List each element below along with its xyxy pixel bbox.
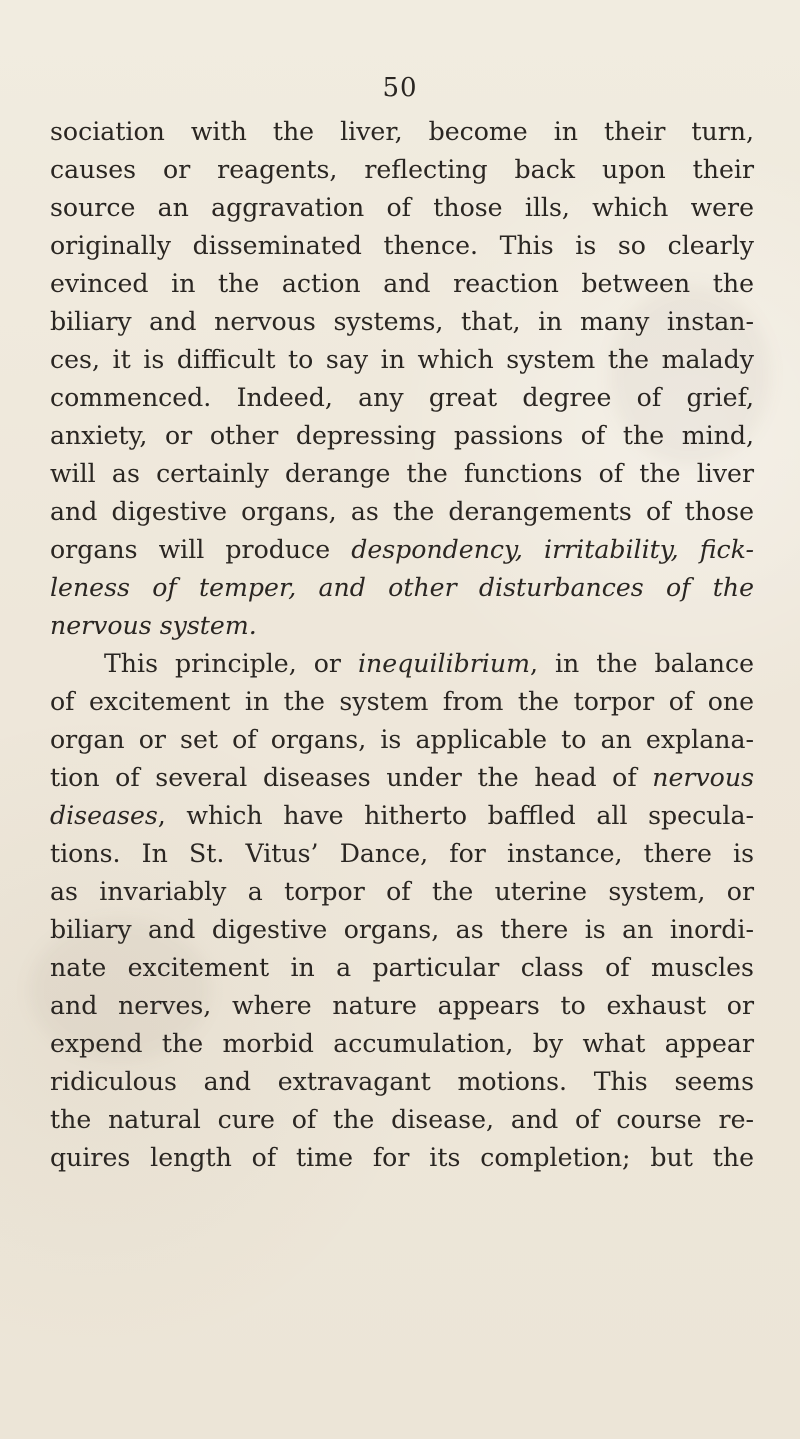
italic-text-segment: diseases	[50, 801, 158, 830]
text-segment: sociation with the liver, become in their turn,	[50, 117, 754, 146]
text-line-20	[50, 835, 754, 873]
italic-text-segment: leness of temper, and other disturbances of the	[50, 573, 754, 602]
text-line-10	[50, 455, 754, 493]
body-text	[50, 113, 754, 1177]
text-line-18	[50, 759, 754, 797]
text-segment: organ or set of organs, is applicable to an explana-	[50, 725, 754, 754]
text-segment: ces, it is difficult to say in which system the malady	[50, 345, 754, 374]
text-line-5	[50, 265, 754, 303]
text-line-23	[50, 949, 754, 987]
text-segment: biliary and digestive organs, as there is an inordi-	[50, 915, 754, 944]
text-line-6	[50, 303, 754, 341]
text-segment: the natural cure of the disease, and of course re-	[50, 1105, 754, 1134]
text-line-15	[50, 645, 754, 683]
italic-text-segment: inequilibrium	[357, 649, 530, 678]
text-segment: tion of several diseases under the head of	[50, 763, 653, 792]
text-line-27	[50, 1101, 754, 1139]
text-line-14	[50, 607, 754, 645]
text-segment: , which have hitherto baffled all specula-	[157, 801, 754, 830]
text-line-11	[50, 493, 754, 531]
italic-text-segment: nervous system.	[50, 611, 257, 640]
text-segment: anxiety, or other depressing passions of the mind,	[50, 421, 754, 450]
text-line-26	[50, 1063, 754, 1101]
text-line-22	[50, 911, 754, 949]
text-line-3	[50, 189, 754, 227]
text-line-12	[50, 531, 754, 569]
text-segment: source an aggravation of those ills, which were	[50, 193, 754, 222]
text-line-9	[50, 417, 754, 455]
text-line-25	[50, 1025, 754, 1063]
text-segment: biliary and nervous systems, that, in many instan-	[50, 307, 754, 336]
text-segment: and digestive organs, as the derangements of those	[50, 497, 754, 526]
text-segment: tions. In St. Vitus’ Dance, for instance, there is	[50, 839, 754, 868]
text-segment: expend the morbid accumulation, by what appear	[50, 1029, 754, 1058]
text-line-17	[50, 721, 754, 759]
text-segment: will as certainly derange the functions of the liver	[50, 459, 754, 488]
italic-text-segment: despondency, irritability, fick-	[351, 535, 754, 564]
text-line-13	[50, 569, 754, 607]
text-line-1	[50, 113, 754, 151]
text-segment: as invariably a torpor of the uterine system, or	[50, 877, 754, 906]
text-segment: quires length of time for its completion; but the	[50, 1143, 754, 1172]
page-number: 50	[382, 73, 418, 103]
text-segment: commenced. Indeed, any great degree of grief,	[50, 383, 754, 412]
text-line-7	[50, 341, 754, 379]
text-segment: of excitement in the system from the torpor of one	[50, 687, 754, 716]
text-segment: originally disseminated thence. This is so clearly	[50, 231, 754, 260]
text-segment: causes or reagents, reflecting back upon their	[50, 155, 754, 184]
text-line-4	[50, 227, 754, 265]
text-segment: nate excitement in a particular class of muscles	[50, 953, 754, 982]
text-line-21	[50, 873, 754, 911]
text-segment: ridiculous and extravagant motions. This seems	[50, 1067, 754, 1096]
text-segment: This principle, or	[104, 649, 358, 678]
text-segment: organs will produce	[50, 535, 352, 564]
text-segment: evinced in the action and reaction between the	[50, 269, 754, 298]
text-line-16	[50, 683, 754, 721]
text-line-2	[50, 151, 754, 189]
text-line-28	[50, 1139, 754, 1177]
text-segment: , in the balance	[529, 649, 755, 678]
text-segment: and nerves, where nature appears to exhaust or	[50, 991, 754, 1020]
text-line-24	[50, 987, 754, 1025]
italic-text-segment: nervous	[652, 763, 754, 792]
text-line-19	[50, 797, 754, 835]
text-line-8	[50, 379, 754, 417]
